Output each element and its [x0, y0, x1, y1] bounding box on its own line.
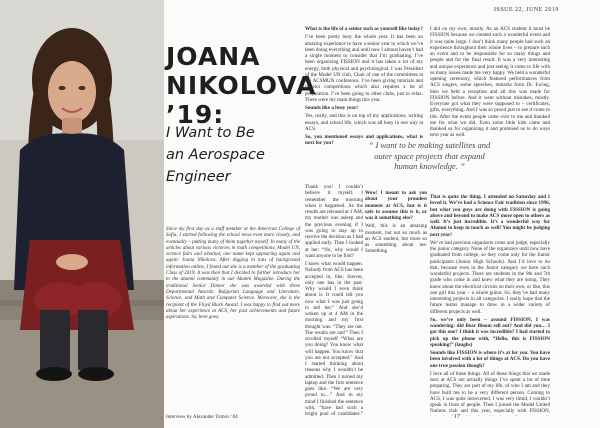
portrait-illustration [0, 0, 164, 428]
title-line-3: ’19: [166, 100, 225, 129]
column-1-answer: Thank you! I couldn’t believe it myself. I remember the morning when it happened. As the results are released at 1 AM, my mother was asleep and the previous evening if I was going to stay up to receive the decision as I had applied early. Then I looked at her: “No, why would I want anyone to be first? [305, 184, 363, 259]
question-paragraph: Sounds like a busy year! [305, 105, 358, 111]
question-paragraph: So, we’ve only been – around FISSION, I was wondering: did Bear Bloom sell out? And did you… I got this one? I think it was incredible? I had started to pick up the phone with, “Hello, this is FISSION speaking!” (laughs) [430, 316, 550, 348]
title-line-1: JOANA [166, 42, 261, 71]
answer-paragraph: Well, this is an amazing moment, but not so much as an ACS student, but more so as something about me. Something [365, 223, 427, 255]
question-paragraph: So, you mentioned essays and applications, what is next for you? [305, 134, 423, 147]
question-paragraph: That is quite the thing. I attended on Saturday and I loved it. We’ve had a Science Fair tradition since 1996, but what you guys are doing with FISSION is going above and beyond to make ACS more open to others as well. It’s just incredible. It’s a wonderful way for Alumni to keep in touch as well! You might be judging next year! [430, 194, 550, 238]
subtitle-line-1: I Want to Be [166, 125, 255, 141]
question-paragraph: What is the life of a senior such as yourself like today? [305, 26, 423, 32]
article-intro-column [166, 0, 317, 428]
answer-paragraph: Yes, really, and this is on top of my applications, writing essays, and school life, which was all busy in one way at ACS. [305, 113, 423, 132]
column-1-lower [305, 184, 363, 416]
subtitle-line-2: an Aerospace [166, 147, 265, 163]
column-2-lower [430, 194, 550, 416]
page-number: 17 [454, 414, 460, 420]
column-2-upper: I did on my own, mostly. As an ACS student it must be FISSION because we created such a wonderful event and it was quite large. I don’t think many people had such an experience throughout their whole lives – to prepare such an event and to be responsible for so many things and people and for the final result. It was a very interesting and unique experience and just seeing it come to life with so many issues made me very happy. We held a wonderful opening ceremony, which featured performances from ACS singers, some speeches, remarks from Dr. Ewing, then we held a reception and all this was made for FISSION before. And it went without mistakes, mostly. Everyone got what they were supposed to – certificates, gifts, everything. And I was so proud just to see it come to life. After the event people came over to me and thanked me for what we did. Even some little kids came and thanked us for organizing it and promised us to do ways next year as well. [430, 26, 550, 139]
question-paragraph: Sounds like FISSION is where it’s at for you. You have been involved with a lot of things at ACS. Do you have one true passion though? [430, 350, 550, 369]
answer-paragraph: I’ve been pretty busy the whole year. It has been an amazing experience to have a senior year in which we’ve been doing everything and until now I almost haven’t had a single moment to consider that I’m graduating. I’ve been organizing FISSION and it has taken a lot of my energy, both physical and psychological. I was President of the Model UN club, Chair of one of the committees at the ACSMUN conference, I’ve been giving tutorials and physics competitions which also requires a lot of preparation. I’ve been going to other clubs, just to relax. There were my main things this year. [305, 34, 423, 103]
pull-quote: “ I want to be making satellites and outer space projects that expand human knowledge. ” [368, 140, 491, 171]
interviewer-credit: Interview by Alexander Tomov ’04 [166, 414, 238, 420]
question-paragraph: Wow! I meant to ask you about your proudest moment at ACS, but is it safe to assume this is it, or was it something else? [365, 190, 427, 221]
article-title-name [166, 42, 317, 129]
portrait-photo [0, 0, 164, 428]
issue-label: ISSUE 22, JUNE 2019 [494, 7, 559, 13]
answer-paragraph: I love all of these things. All of these things that we made next at ACS are actually things I’ve spent a lot of time preparing. They are part of my life, of who I am and they have built me to be a very different person. Coming to ACS, I was quite introverted, I was very timid, I couldn’t speak in front of people. Then I joined the Model United Nations club and this year, especially with FISSION, [430, 370, 550, 415]
article-column-1b [365, 190, 427, 416]
article-subtitle [166, 122, 300, 188]
column-1-upper [305, 26, 423, 148]
subtitle-line-3: Engineer [166, 169, 231, 185]
answer-paragraph: We’ve had previous organizers come and judge, especially the junior category. None of the organizers until now have graduated from college, so they come only for the Junior participants (Junior High Schools). And I’d love to do that, because even in the Junior category we have such wonderful projects. There are students in the 9th and 7th grade who come in and knew what they are doing. They knew about the electrical circuits on their own, or like, this one girl this year – a whole guitar. So, they’ve had many interesting projects in all categories. I really hope that the future teams manage to draw in a wider variety of different projects as well. [430, 239, 550, 315]
column-1-answer-continued: I knew what would happen. Nobody from ACS has been accepted in, like, forever, only one has in the past. Why would I even think about it. It could tell you now what I was just going to tell her.” And she’d woken up at 4 AM in the morning and my first thought was: “They are out. The results are out!” Then I scrolled myself “What are you doing? You know what will happen. You know that you are not accepted.” And I started thinking about reasons why I wouldn’t be admitted. Then I turned my laptop and the first sentence goes like: “We are very proud to…” And in my mind I finished the sentence with, “have had such a bright pool of candidates.” [305, 261, 363, 416]
article-intro: Since my first day as a staff member at the American College of Sofia, I started following the school news even more closely, and eventually – putting many of them together myself. In many of the articles about various victories in math competitions, Model UN, science fairs and whatnot, one name kept appearing again and again: Joana Nikolova. After digging in tons of background information online, I found out she is a member of the graduating Class of 2019. It was then that I decided to further introduce her to the alumni community in our Alumni Magazine. During the traditional Senior Dinner she was awarded with three Departmental Awards: Bulgarian Language and Literature, Science, and Math and Computer Science. Moreover, she is the recipient of the Floyd Black Award. I was happy to find out more about her experience at ACS, her past achievements and future aspirations. So, here goes. [166, 226, 300, 321]
article-column-2 [430, 26, 550, 416]
title-line-2: NIKOLOVA [166, 71, 317, 100]
